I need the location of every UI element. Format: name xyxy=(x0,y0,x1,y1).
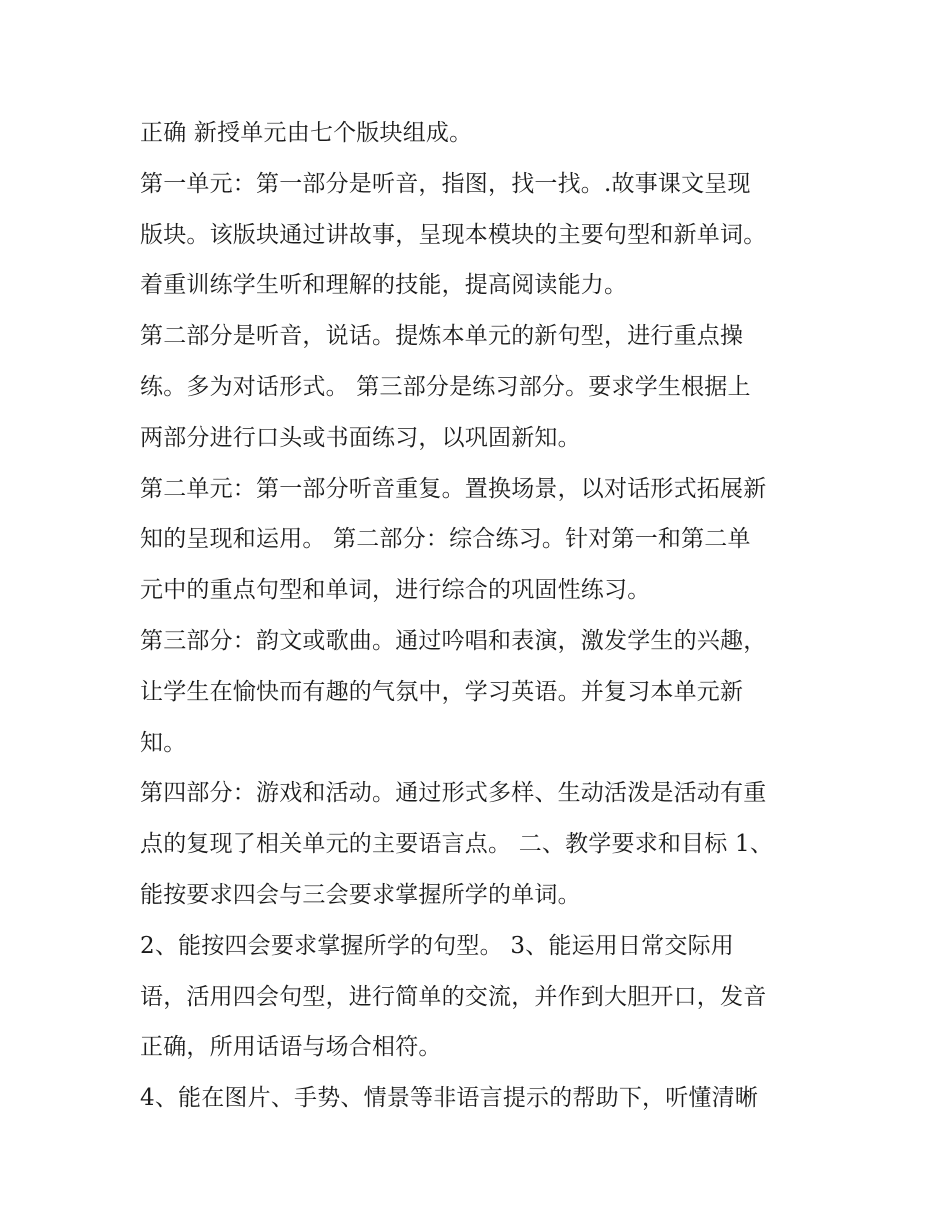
text-line: 让学生在愉快而有趣的气氛中，学习英语。并复习本单元新 xyxy=(140,678,744,705)
text-line: 正确 新授单元由七个版块组成。 xyxy=(140,120,473,146)
text-line: 语，活用四会句型，进行简单的交流，并作到大胆开口，发音 xyxy=(140,983,767,1010)
text-line: 着重训练学生听和理解的技能，提高阅读能力。 xyxy=(140,272,628,299)
text-line: 4、能在图片、手势、情景等非语言提示的帮助下，听懂清晰 xyxy=(140,1085,759,1112)
text-line: 练。多为对话形式。 第三部分是练习部分。要求学生根据上 xyxy=(140,373,751,400)
text-line: 元中的重点句型和单词，进行综合的巩固性练习。 xyxy=(140,577,651,604)
text-line: 版块。该版块通过讲故事，呈现本模块的主要句型和新单词。 xyxy=(140,221,767,248)
text-line: 第三部分：韵文或歌曲。通过吟唱和表演，激发学生的兴趣， xyxy=(140,627,767,654)
text-line: 两部分进行口头或书面练习，以巩固新知。 xyxy=(140,424,581,451)
text-line: 第二部分是听音，说话。提炼本单元的新句型，进行重点操 xyxy=(140,323,744,350)
text-line: 第四部分：游戏和活动。通过形式多样、生动活泼是活动有重 xyxy=(140,780,767,807)
text-line: 知。 xyxy=(140,729,187,756)
body-text xyxy=(140,108,820,1124)
text-line: 点的复现了相关单元的主要语言点。 二、教学要求和目标 1、 xyxy=(140,831,774,858)
text-line: 知的呈现和运用。 第二部分：综合练习。针对第一和第二单 xyxy=(140,526,751,553)
text-line: 能按要求四会与三会要求掌握所学的单词。 xyxy=(140,881,581,908)
text-line: 2、能按四会要求掌握所学的句型。 3、能运用日常交际用 xyxy=(140,932,734,959)
text-line: 第二单元：第一部分听音重复。置换场景，以对话形式拓展新 xyxy=(140,475,767,502)
text-line: 第一单元：第一部分是听音，指图，找一找。.故事课文呈现 xyxy=(140,170,751,197)
text-line: 正确，所用话语与场合相符。 xyxy=(140,1034,442,1061)
